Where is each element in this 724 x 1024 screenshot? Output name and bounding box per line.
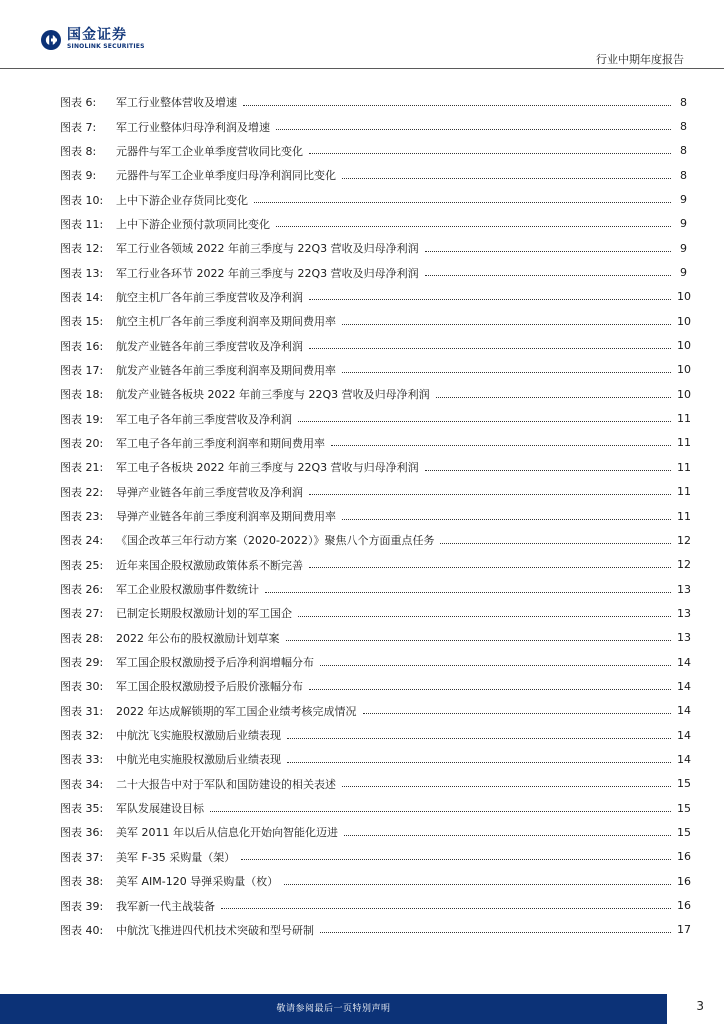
toc-entry[interactable] <box>60 869 691 893</box>
sinolink-logo-icon <box>40 29 62 51</box>
toc-entry[interactable] <box>60 285 691 309</box>
toc-entry[interactable] <box>60 504 691 528</box>
figure-title: 军工行业整体营收及增速 <box>116 96 237 110</box>
dot-leader <box>342 519 671 520</box>
figure-label: 图表 38: <box>60 875 104 889</box>
dot-leader <box>298 421 671 422</box>
toc-entry[interactable] <box>60 626 691 650</box>
dot-leader <box>284 884 671 885</box>
dot-leader <box>276 226 671 227</box>
figure-label: 图表 19: <box>60 412 104 426</box>
dot-leader <box>363 713 672 714</box>
figure-title: 美军 2011 年以后从信息化开始向智能化迈进 <box>116 826 338 840</box>
toc-entry[interactable] <box>60 114 687 138</box>
dot-leader <box>309 348 671 349</box>
figure-page-number: 14 <box>677 655 691 669</box>
toc-entry[interactable] <box>60 212 687 236</box>
header-divider <box>0 68 724 69</box>
figure-page-number: 15 <box>677 825 691 839</box>
figure-label: 图表 9: <box>60 169 97 183</box>
toc-entry[interactable] <box>60 528 691 552</box>
toc-entry[interactable] <box>60 893 691 917</box>
figure-page-number: 16 <box>677 850 691 864</box>
figure-title: 军工电子各年前三季度营收及净利润 <box>116 412 292 426</box>
figure-label: 图表 25: <box>60 558 104 572</box>
figure-title: 导弹产业链各年前三季度营收及净利润 <box>116 485 303 499</box>
figure-label: 图表 32: <box>60 729 104 743</box>
figure-page-number: 14 <box>677 752 691 766</box>
figure-label: 图表 30: <box>60 680 104 694</box>
figure-page-number: 10 <box>677 363 691 377</box>
dot-leader <box>320 932 671 933</box>
dot-leader <box>342 372 671 373</box>
toc-entry[interactable] <box>60 406 691 430</box>
figure-title: 航发产业链各年前三季度利润率及期间费用率 <box>116 363 336 377</box>
figure-title: 美军 F-35 采购量（架） <box>116 850 236 864</box>
figure-label: 图表 11: <box>60 217 104 231</box>
dot-leader <box>425 470 671 471</box>
figure-label: 图表 31: <box>60 704 104 718</box>
toc-entry[interactable] <box>60 382 691 406</box>
figure-label: 图表 16: <box>60 339 104 353</box>
toc-entry[interactable] <box>60 187 687 211</box>
figure-label: 图表 17: <box>60 363 104 377</box>
toc-entry[interactable] <box>60 674 691 698</box>
figure-page-number: 11 <box>677 460 691 474</box>
figure-page-number: 10 <box>677 314 691 328</box>
toc-entry[interactable] <box>60 236 687 260</box>
figure-page-number: 14 <box>677 728 691 742</box>
figure-title: 元器件与军工企业单季度归母净利润同比变化 <box>116 169 336 183</box>
figure-label: 图表 28: <box>60 631 104 645</box>
toc-entry[interactable] <box>60 918 691 942</box>
figure-label: 图表 14: <box>60 290 104 304</box>
figure-label: 图表 7: <box>60 120 97 134</box>
company-logo <box>40 28 145 51</box>
dot-leader <box>243 105 671 106</box>
dot-leader <box>287 762 671 763</box>
figure-label: 图表 23: <box>60 510 104 524</box>
dot-leader <box>309 299 671 300</box>
figure-label: 图表 24: <box>60 534 104 548</box>
dot-leader <box>320 665 671 666</box>
figure-page-number: 16 <box>677 874 691 888</box>
figure-label: 图表 13: <box>60 266 104 280</box>
figure-title: 航空主机厂各年前三季度利润率及期间费用率 <box>116 315 336 329</box>
page-header <box>0 0 724 70</box>
toc-entry[interactable] <box>60 723 691 747</box>
figure-label: 图表 21: <box>60 461 104 475</box>
dot-leader <box>342 178 671 179</box>
figure-title: 二十大报告中对于军队和国防建设的相关表述 <box>116 777 336 791</box>
toc-entry[interactable] <box>60 163 687 187</box>
dot-leader <box>298 616 671 617</box>
figure-page-number: 14 <box>677 679 691 693</box>
logo-chinese-name: 国金证券 <box>67 27 127 43</box>
toc-entry[interactable] <box>60 650 691 674</box>
figure-page-number: 10 <box>677 339 691 353</box>
figure-page-number: 17 <box>677 923 691 937</box>
figure-title: 航空主机厂各年前三季度营收及净利润 <box>116 290 303 304</box>
figure-label: 图表 26: <box>60 583 104 597</box>
figure-title: 军队发展建设目标 <box>116 802 204 816</box>
figure-label: 图表 40: <box>60 923 104 937</box>
figure-page-number: 15 <box>677 777 691 791</box>
dot-leader <box>425 251 671 252</box>
dot-leader <box>241 859 671 860</box>
figure-page-number: 13 <box>677 582 691 596</box>
figure-label: 图表 36: <box>60 826 104 840</box>
figure-title: 2022 年达成解锁期的军工国企业绩考核完成情况 <box>116 704 357 718</box>
figure-page-number: 8 <box>680 95 687 109</box>
figure-label: 图表 8: <box>60 144 97 158</box>
toc-entry[interactable] <box>60 796 691 820</box>
figure-page-number: 10 <box>677 387 691 401</box>
dot-leader <box>331 445 671 446</box>
dot-leader <box>342 324 671 325</box>
toc-entry[interactable] <box>60 139 687 163</box>
dot-leader <box>309 567 671 568</box>
toc-entry[interactable] <box>60 455 691 479</box>
figure-page-number: 12 <box>677 533 691 547</box>
figure-page-number: 11 <box>677 436 691 450</box>
dot-leader <box>344 835 671 836</box>
dot-leader <box>210 811 671 812</box>
toc-entry[interactable] <box>60 553 691 577</box>
figure-title: 近年来国企股权激励政策体系不断完善 <box>116 558 303 572</box>
figure-page-number: 14 <box>677 704 691 718</box>
dot-leader <box>221 908 671 909</box>
figure-page-number: 16 <box>677 899 691 913</box>
figure-page-number: 9 <box>680 193 687 207</box>
figure-label: 图表 18: <box>60 388 104 402</box>
figure-label: 图表 39: <box>60 899 104 913</box>
figure-title: 军工行业各领域 2022 年前三季度与 22Q3 营收及归母净利润 <box>116 242 419 256</box>
figure-page-number: 8 <box>680 168 687 182</box>
figure-page-number: 9 <box>680 266 687 280</box>
figure-title: 军工国企股权激励授予后净利润增幅分布 <box>116 656 314 670</box>
figure-page-number: 13 <box>677 631 691 645</box>
figure-page-number: 9 <box>680 217 687 231</box>
toc-entry[interactable] <box>60 358 691 382</box>
toc-entry[interactable] <box>60 577 691 601</box>
dot-leader <box>309 494 671 495</box>
figure-title: 已制定长期股权激励计划的军工国企 <box>116 607 292 621</box>
toc-entry[interactable] <box>60 699 691 723</box>
dot-leader <box>436 397 671 398</box>
figure-title: 军工企业股权激励事件数统计 <box>116 583 259 597</box>
figure-label: 图表 29: <box>60 656 104 670</box>
toc-entry[interactable] <box>60 431 691 455</box>
report-type-label: 行业中期年度报告 <box>596 53 684 66</box>
figure-title: 元器件与军工企业单季度营收同比变化 <box>116 144 303 158</box>
figure-label: 图表 20: <box>60 436 104 450</box>
figure-label: 图表 33: <box>60 753 104 767</box>
figure-page-number: 15 <box>677 801 691 815</box>
dot-leader <box>440 543 671 544</box>
figure-page-number: 10 <box>677 290 691 304</box>
figure-index-list <box>60 90 691 942</box>
dot-leader <box>342 786 671 787</box>
figure-label: 图表 15: <box>60 315 104 329</box>
figure-label: 图表 35: <box>60 802 104 816</box>
figure-title: 军工电子各板块 2022 年前三季度与 22Q3 营收与归母净利润 <box>116 461 419 475</box>
figure-title: 上中下游企业存货同比变化 <box>116 193 248 207</box>
figure-title: 航发产业链各板块 2022 年前三季度与 22Q3 营收及归母净利润 <box>116 388 430 402</box>
toc-entry[interactable] <box>60 772 691 796</box>
figure-title: 我军新一代主战装备 <box>116 899 215 913</box>
figure-label: 图表 22: <box>60 485 104 499</box>
toc-entry[interactable] <box>60 845 691 869</box>
figure-title: 中航沈飞实施股权激励后业绩表现 <box>116 729 281 743</box>
figure-title: 2022 年公布的股权激励计划草案 <box>116 631 280 645</box>
dot-leader <box>309 153 671 154</box>
figure-page-number: 13 <box>677 606 691 620</box>
figure-label: 图表 27: <box>60 607 104 621</box>
figure-label: 图表 6: <box>60 96 97 110</box>
dot-leader <box>276 129 671 130</box>
toc-entry[interactable] <box>60 90 687 114</box>
figure-label: 图表 12: <box>60 242 104 256</box>
dot-leader <box>286 640 672 641</box>
figure-title: 军工行业整体归母净利润及增速 <box>116 120 270 134</box>
figure-page-number: 8 <box>680 144 687 158</box>
dot-leader <box>309 689 671 690</box>
toc-entry[interactable] <box>60 333 691 357</box>
figure-title: 军工电子各年前三季度利润率和期间费用率 <box>116 436 325 450</box>
figure-title: 美军 AIM-120 导弹采购量（枚） <box>116 875 279 889</box>
logo-english-name: SINOLINK SECURITIES <box>67 43 145 50</box>
disclaimer-note: 敬请参阅最后一页特别声明 <box>276 1004 391 1014</box>
figure-page-number: 12 <box>677 558 691 572</box>
figure-title: 中航光电实施股权激励后业绩表现 <box>116 753 281 767</box>
figure-title: 导弹产业链各年前三季度利润率及期间费用率 <box>116 510 336 524</box>
figure-title: 航发产业链各年前三季度营收及净利润 <box>116 339 303 353</box>
toc-entry[interactable] <box>60 747 691 771</box>
figure-label: 图表 37: <box>60 850 104 864</box>
figure-title: 军工国企股权激励授予后股价涨幅分布 <box>116 680 303 694</box>
dot-leader <box>254 202 671 203</box>
page-number: 3 <box>696 999 704 1013</box>
dot-leader <box>287 738 671 739</box>
dot-leader <box>265 592 671 593</box>
figure-label: 图表 34: <box>60 777 104 791</box>
figure-page-number: 11 <box>677 412 691 426</box>
toc-entry[interactable] <box>60 480 691 504</box>
figure-page-number: 11 <box>677 509 691 523</box>
figure-page-number: 11 <box>677 485 691 499</box>
toc-entry[interactable] <box>60 820 691 844</box>
dot-leader <box>425 275 671 276</box>
figure-label: 图表 10: <box>60 193 104 207</box>
figure-title: 《国企改革三年行动方案（2020-2022）》聚焦八个方面重点任务 <box>116 534 435 548</box>
figure-title: 军工行业各环节 2022 年前三季度与 22Q3 营收及归母净利润 <box>116 266 419 280</box>
figure-page-number: 9 <box>680 241 687 255</box>
toc-entry[interactable] <box>60 260 687 284</box>
figure-title: 上中下游企业预付款项同比变化 <box>116 217 270 231</box>
toc-entry[interactable] <box>60 601 691 625</box>
figure-page-number: 8 <box>680 120 687 134</box>
toc-entry[interactable] <box>60 309 691 333</box>
figure-title: 中航沈飞推进四代机技术突破和型号研制 <box>116 923 314 937</box>
